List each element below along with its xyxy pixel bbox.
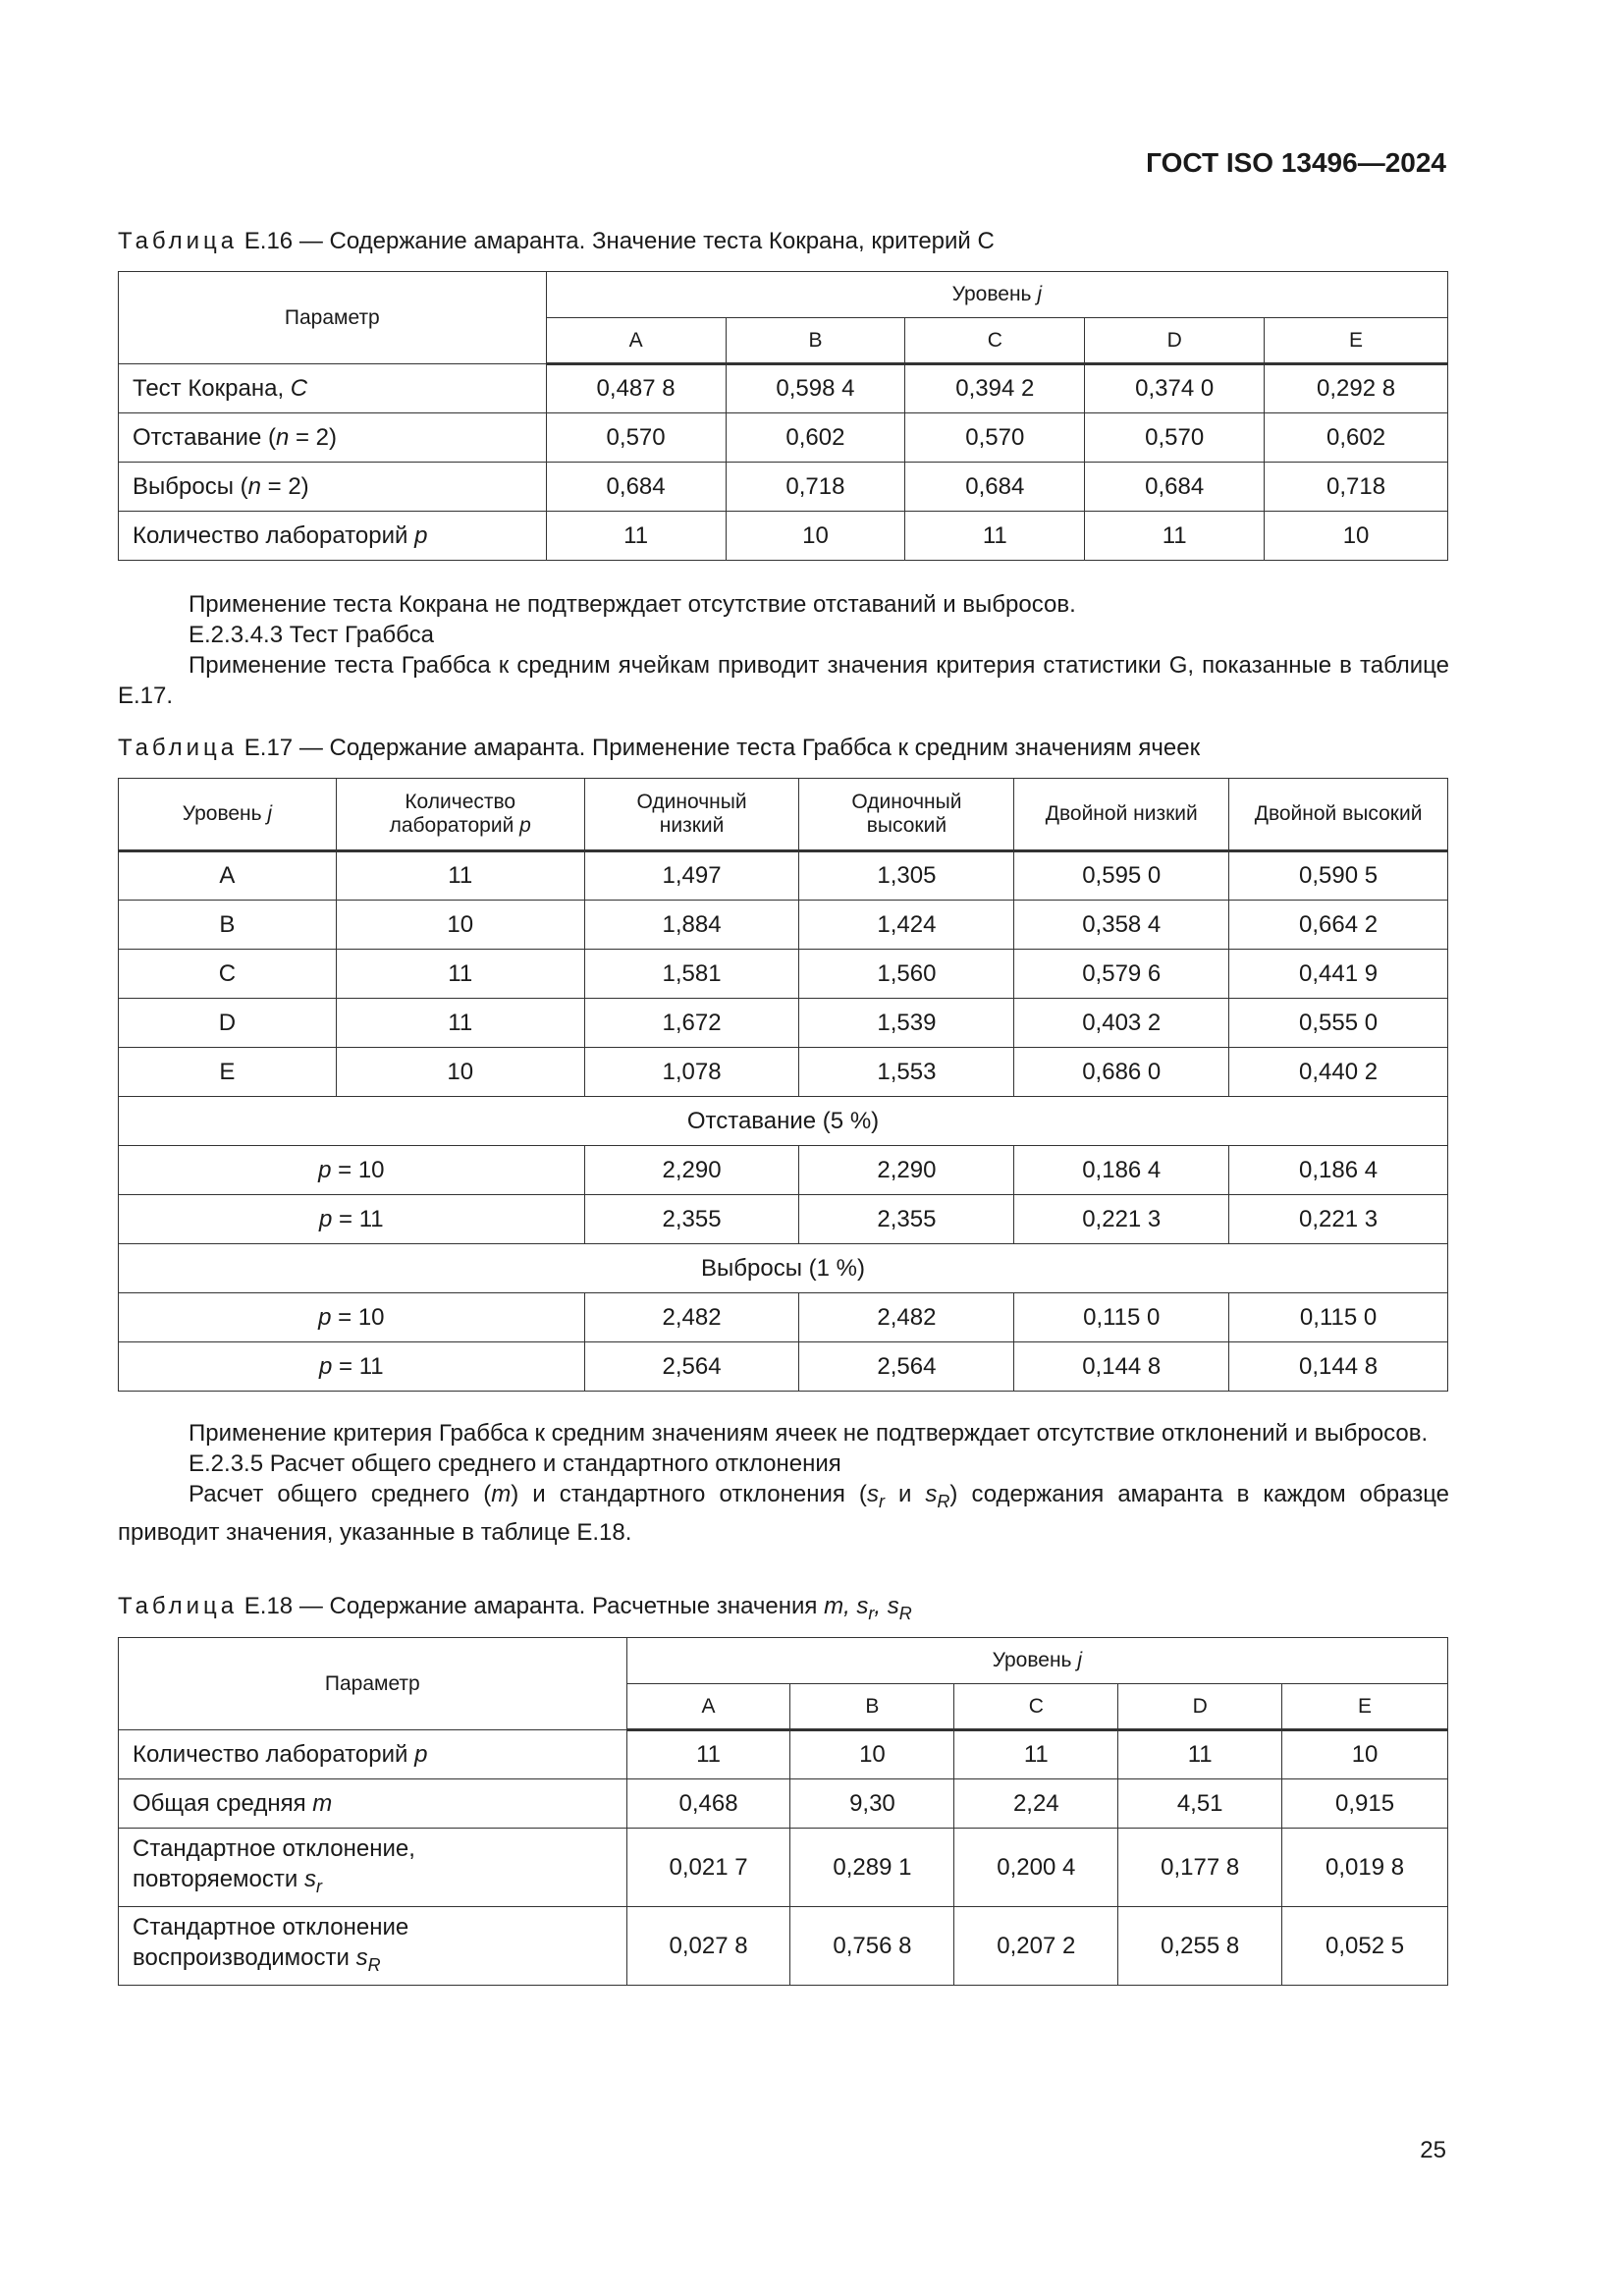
cell: 0,144 8	[1014, 1342, 1229, 1392]
row-label: Выбросы (n = 2)	[119, 463, 547, 512]
col-level: Уровень j	[119, 779, 337, 851]
cell: 9,30	[790, 1779, 954, 1829]
row-label: p = 11	[119, 1342, 585, 1392]
table-row	[119, 1730, 1448, 1779]
table-row	[119, 901, 1448, 950]
table-row	[119, 1829, 1448, 1907]
cell: 0,200 4	[954, 1829, 1118, 1907]
table-e16	[118, 271, 1448, 561]
cell: 0,027 8	[626, 1907, 790, 1986]
cell: 11	[954, 1730, 1118, 1779]
cell: 11	[626, 1730, 790, 1779]
cell: 0,358 4	[1014, 901, 1229, 950]
cell: 0,115 0	[1014, 1293, 1229, 1342]
table-row	[119, 364, 1448, 413]
cell: 10	[1265, 512, 1448, 561]
col-double-high: Двойной высокий	[1229, 779, 1448, 851]
cell: D	[119, 999, 337, 1048]
level-header: Уровень j	[626, 1638, 1447, 1684]
level-a: A	[626, 1684, 790, 1730]
cell: 0,602	[726, 413, 905, 463]
col-double-low: Двойной низкий	[1014, 779, 1229, 851]
caption-label: Таблица	[118, 228, 239, 254]
lag-section-title: Отставание (5 %)	[119, 1097, 1448, 1146]
cell: 0,115 0	[1229, 1293, 1448, 1342]
cell: 0,602	[1265, 413, 1448, 463]
cell: 11	[905, 512, 1085, 561]
cell: 0,570	[546, 413, 726, 463]
document-id: ГОСТ ISO 13496—2024	[1146, 147, 1446, 178]
cell: 1,305	[799, 851, 1014, 901]
table-e18	[118, 1637, 1448, 1986]
cell: 0,394 2	[905, 364, 1085, 413]
text-line: Применение теста Кокрана не подтверждает отсутствие отставаний и выбросов.	[189, 591, 1076, 618]
cell: 2,482	[799, 1293, 1014, 1342]
paragraph-cochran	[118, 589, 1449, 711]
table-row	[119, 463, 1448, 512]
cell: 0,579 6	[1014, 950, 1229, 999]
col-single-high: Одиночный высокий	[799, 779, 1014, 851]
cell: 1,581	[584, 950, 799, 999]
cell: 0,756 8	[790, 1907, 954, 1986]
cell: 0,289 1	[790, 1829, 954, 1907]
table-e18-caption	[118, 1593, 912, 1624]
cell: 0,590 5	[1229, 851, 1448, 901]
cell: 0,570	[905, 413, 1085, 463]
cell: 0,292 8	[1265, 364, 1448, 413]
cell: 10	[1282, 1730, 1448, 1779]
level-a: A	[546, 318, 726, 364]
cell: 4,51	[1118, 1779, 1282, 1829]
row-label: Количество лабораторий p	[119, 1730, 627, 1779]
cell: 2,290	[584, 1146, 799, 1195]
cell: 2,564	[584, 1342, 799, 1392]
cell: 0,221 3	[1014, 1195, 1229, 1244]
section-heading: Е.2.3.5 Расчет общего среднего и стандартного отклонения	[189, 1450, 841, 1477]
level-c: C	[954, 1684, 1118, 1730]
cell: 0,570	[1085, 413, 1265, 463]
cell: 0,440 2	[1229, 1048, 1448, 1097]
cell: 0,468	[626, 1779, 790, 1829]
row-label: p = 10	[119, 1293, 585, 1342]
col-single-low: Одиночный низкий	[584, 779, 799, 851]
table-row	[119, 1048, 1448, 1097]
cell: 0,177 8	[1118, 1829, 1282, 1907]
cell: 2,24	[954, 1779, 1118, 1829]
cell: 1,078	[584, 1048, 799, 1097]
caption-text: Е.18 — Содержание амаранта. Расчетные значения m, $s_r$, $s_R$	[243, 1593, 912, 1623]
cell: 0,019 8	[1282, 1829, 1448, 1907]
cell: 11	[336, 851, 584, 901]
row-label: Общая средняя m	[119, 1779, 627, 1829]
cell: 11	[1085, 512, 1265, 561]
cell: 0,221 3	[1229, 1195, 1448, 1244]
table-row	[119, 1907, 1448, 1986]
cell: 0,915	[1282, 1779, 1448, 1829]
caption-text: Е.16 — Содержание амаранта. Значение теста Кокрана, критерий С	[243, 228, 995, 254]
cell: 0,207 2	[954, 1907, 1118, 1986]
cell: 10	[336, 901, 584, 950]
cell: 2,355	[799, 1195, 1014, 1244]
paragraph-grubbs	[118, 1418, 1449, 1548]
cell: 0,021 7	[626, 1829, 790, 1907]
cell: 0,598 4	[726, 364, 905, 413]
table-row	[119, 1293, 1448, 1342]
col-labs: Количество лабораторий p	[336, 779, 584, 851]
level-e: E	[1265, 318, 1448, 364]
caption-label: Таблица	[118, 735, 239, 761]
cell: 2,290	[799, 1146, 1014, 1195]
table-row	[119, 1195, 1448, 1244]
param-header: Параметр	[119, 272, 547, 364]
cell: 0,255 8	[1118, 1907, 1282, 1986]
level-d: D	[1085, 318, 1265, 364]
level-b: B	[790, 1684, 954, 1730]
cell: C	[119, 950, 337, 999]
row-label: p = 10	[119, 1146, 585, 1195]
table-row	[119, 413, 1448, 463]
cell: 0,684	[1085, 463, 1265, 512]
section-heading: Е.2.3.4.3 Тест Граббса	[189, 622, 434, 648]
cell: 0,487 8	[546, 364, 726, 413]
table-row	[119, 851, 1448, 901]
outlier-section-title: Выбросы (1 %)	[119, 1244, 1448, 1293]
cell: 10	[790, 1730, 954, 1779]
row-label: p = 11	[119, 1195, 585, 1244]
row-label: Количество лабораторий p	[119, 512, 547, 561]
table-row	[119, 1146, 1448, 1195]
table-row	[119, 999, 1448, 1048]
row-label: Тест Кокрана, C	[119, 364, 547, 413]
cell: 0,186 4	[1014, 1146, 1229, 1195]
cell: 0,664 2	[1229, 901, 1448, 950]
cell: 0,403 2	[1014, 999, 1229, 1048]
cell: B	[119, 901, 337, 950]
text-line: Применение критерия Граббса к средним значениям ячеек не подтверждает отсутствие отклонений и выбросов.	[189, 1420, 1429, 1447]
level-e: E	[1282, 1684, 1448, 1730]
cell: 0,555 0	[1229, 999, 1448, 1048]
table-row	[119, 512, 1448, 561]
table-e17-caption	[118, 735, 1200, 762]
table-row	[119, 950, 1448, 999]
cell: 0,052 5	[1282, 1907, 1448, 1986]
cell: 1,672	[584, 999, 799, 1048]
table-e17	[118, 778, 1448, 1392]
row-label: Стандартное отклонение воспроизводимости $s_R$	[119, 1907, 627, 1986]
cell: 0,374 0	[1085, 364, 1265, 413]
cell: 0,686 0	[1014, 1048, 1229, 1097]
level-b: B	[726, 318, 905, 364]
row-label: Стандартное отклонение, повторяемости $s_r$	[119, 1829, 627, 1907]
cell: 0,684	[905, 463, 1085, 512]
cell: 1,884	[584, 901, 799, 950]
cell: 0,595 0	[1014, 851, 1229, 901]
cell: 11	[1118, 1730, 1282, 1779]
cell: 0,144 8	[1229, 1342, 1448, 1392]
cell: A	[119, 851, 337, 901]
cell: 0,441 9	[1229, 950, 1448, 999]
table-row	[119, 1342, 1448, 1392]
cell: 10	[726, 512, 905, 561]
text-line: Расчет общего среднего (m) и стандартного отклонения ($s_r$ и $s_R$) содержания амаранта в каждом образце приводит значения, указанные в таблице Е.18.	[118, 1481, 1450, 1546]
cell: 11	[546, 512, 726, 561]
text-line: Применение теста Граббса к средним ячейкам приводит значения критерия статистики G, показанные в таблице Е.17.	[118, 652, 1449, 709]
level-d: D	[1118, 1684, 1282, 1730]
cell: 2,564	[799, 1342, 1014, 1392]
param-header: Параметр	[119, 1638, 627, 1730]
table-e16-caption	[118, 228, 995, 255]
cell: 1,497	[584, 851, 799, 901]
caption-label: Таблица	[118, 1593, 239, 1619]
cell: 11	[336, 950, 584, 999]
cell: 1,553	[799, 1048, 1014, 1097]
cell: 0,186 4	[1229, 1146, 1448, 1195]
cell: E	[119, 1048, 337, 1097]
cell: 0,718	[726, 463, 905, 512]
cell: 1,424	[799, 901, 1014, 950]
cell: 0,684	[546, 463, 726, 512]
page-number: 25	[1420, 2137, 1446, 2163]
table-row	[119, 1779, 1448, 1829]
row-label: Отставание (n = 2)	[119, 413, 547, 463]
level-c: C	[905, 318, 1085, 364]
cell: 10	[336, 1048, 584, 1097]
cell: 2,482	[584, 1293, 799, 1342]
cell: 0,718	[1265, 463, 1448, 512]
caption-text: Е.17 — Содержание амаранта. Применение теста Граббса к средним значениям ячеек	[243, 735, 1201, 761]
cell: 1,539	[799, 999, 1014, 1048]
cell: 1,560	[799, 950, 1014, 999]
cell: 2,355	[584, 1195, 799, 1244]
level-header: Уровень j	[546, 272, 1447, 318]
cell: 11	[336, 999, 584, 1048]
